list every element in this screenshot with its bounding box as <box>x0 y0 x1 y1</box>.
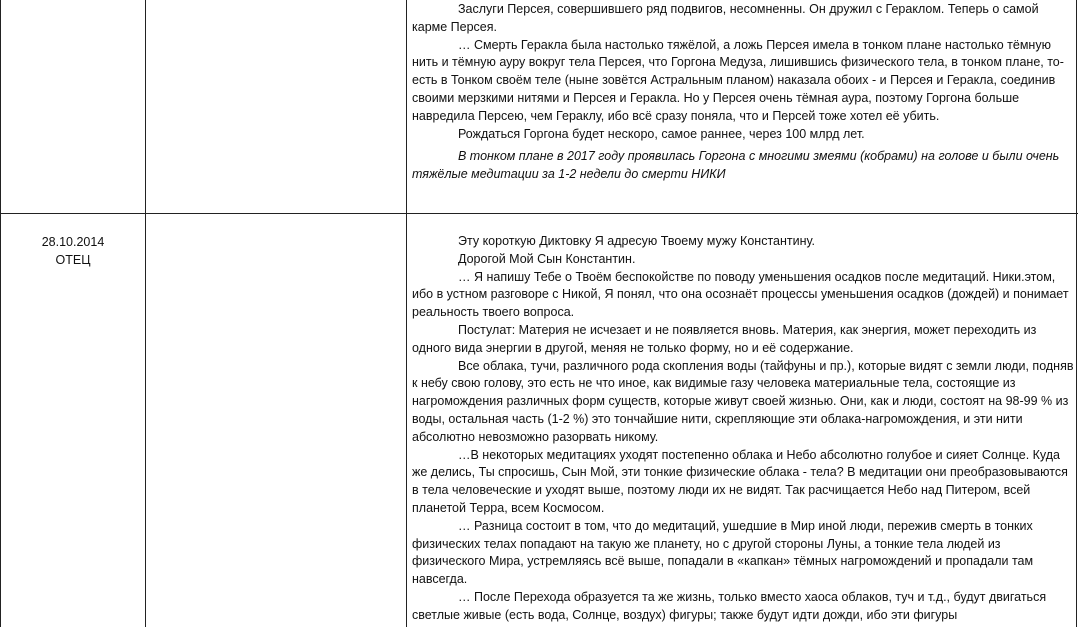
paragraph: … Я напишу Тебе о Твоём беспокойстве по поводу уменьшения осадков после медитаций. Ники.этом, ибо в устном разговоре с Никой, Я понял, что она осознаёт процессы уменьшения осадков (дождей) и понимает реальность твоего вопроса. <box>412 269 1069 320</box>
entry-author: ОТЕЦ <box>55 253 91 267</box>
table-border-right <box>1076 0 1077 627</box>
table-border-left <box>0 0 1 627</box>
date-cell <box>2 233 144 269</box>
paragraph: …В некоторых медитациях уходят постепенно облака и Небо абсолютно голубое и сияет Солнце. Куда же делись, Ты спросишь, Сын Мой, эти тонкие физические облака - тела? В медитации они преобразовываются в тела человеческие и уходят выше, поэтому люди их не видят. Так расчищается Небо над Питером, всей планетой Терра, всем Космосом. <box>412 447 1068 515</box>
paragraph: … Разница состоит в том, что до медитаций, ушедшие в Мир иной люди, пережив смерть в тонких физических телах попадают на такую же планету, но с другой стороны Луны, а тонкие тела людей из физического Мира, устремляясь всё выше, попадали в «капкан» тёмных нагромождений и пропадали там навсегда. <box>412 518 1034 587</box>
column-divider-1 <box>145 0 146 627</box>
paragraph: … После Перехода образуется та же жизнь, только вместо хаоса облаков, туч и т.д., будут двигаться светлые живые (есть вода, Солнце, воздух) фигуры; также будут идти дожди, ибо эти фигуры <box>412 589 1047 622</box>
entry-date: 28.10.2014 <box>41 235 105 249</box>
italic-note: В тонком плане в 2017 году проявилась Горгона с многими змеями (кобрами) на голове и были очень тяжёлые медитации за 1-2 недели до смерти НИКИ <box>412 149 1060 182</box>
text-block-row1 <box>412 1 1076 184</box>
paragraph: Эту короткую Диктовку Я адресую Твоему мужу Константину. <box>458 234 815 248</box>
paragraph: Все облака, тучи, различного рода скопления воды (тайфуны и пр.), которые видят с земли люди, подняв к небу свою голову, это есть не что иное, как видимые газу человека материальные тела, состоящие из нагромождения различных форм существ, которые живут своей жизнью. Они, как и люди, состоят на 98-99 % из воды, остальная часть (1-2 %) это тончайшие нити, скрепляющие эти облака-нагромождения, и эти нити абсолютно невозможно разорвать никому. <box>412 358 1074 444</box>
row-divider <box>0 213 1078 214</box>
text-block-row2 <box>412 233 1076 625</box>
paragraph: Заслуги Персея, совершившего ряд подвигов, несомненны. Он дружил с Гераклом. Теперь о самой карме Персея. <box>412 2 1039 34</box>
paragraph: Дорогой Мой Сын Константин. <box>458 251 636 266</box>
column-divider-2 <box>406 0 407 627</box>
paragraph: … Смерть Геракла была настолько тяжёлой, а ложь Персея имела в тонком плане настолько тёмную нить и тёмную ауру вокруг тела Персея, что Горгона Медуза, лишившись физического тела, в тонком плане, то-есть в Тонком своём теле (ныне зовётся Астральным планом) наказала обоих - и Персея и Геракла, соединив своими мерзкими нитями и Персея и Геракла. Но у Персея очень тёмная аура, поэтому Горгона больше навредила Персею, чем Гераклу, ибо всё сразу поняла, что и Персей тоже хотел её убить. <box>412 37 1064 123</box>
paragraph: Рождаться Горгона будет нескоро, самое раннее, через 100 млрд лет. <box>458 126 865 141</box>
paragraph: Постулат: Материя не исчезает и не появляется вновь. Материя, как энергия, может переходить из одного вида энергии в другой, меняя не только форму, но и её содержание. <box>412 322 1037 355</box>
